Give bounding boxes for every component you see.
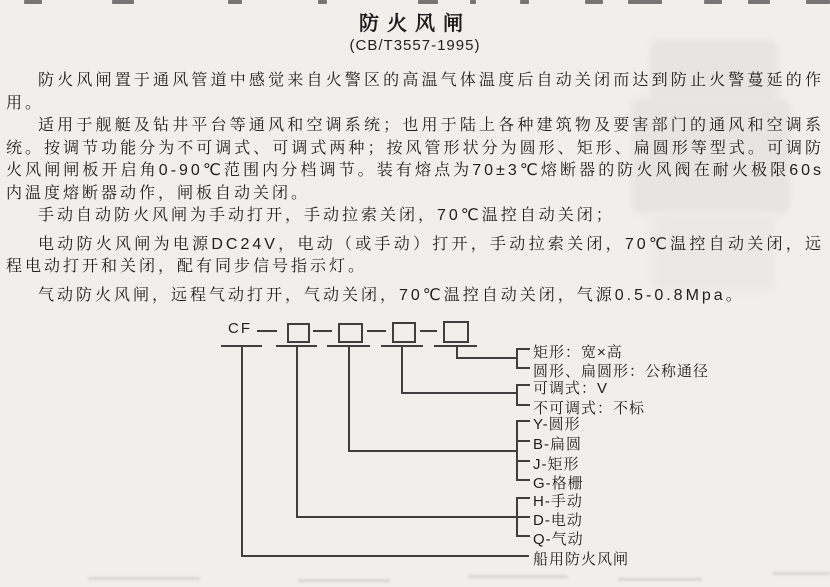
box2-drop-line — [348, 346, 350, 452]
dash-connector — [367, 330, 386, 332]
bracket-line — [516, 420, 518, 481]
diagram-label-rectangular: J-矩形 — [533, 456, 580, 473]
tick-line — [516, 404, 530, 406]
box1-join-line — [296, 516, 518, 518]
bracket-line — [516, 384, 518, 406]
tick-line — [516, 367, 530, 369]
paragraph-manual: 手动自动防火风闸为手动打开，手动拉索关闭，70℃温控自动关闭； — [38, 207, 615, 224]
tick-line — [516, 348, 530, 350]
box1-drop-line — [296, 346, 298, 518]
dash-connector — [420, 330, 437, 332]
tick-line — [516, 535, 530, 537]
box2-join-line — [348, 450, 518, 452]
diagram-label-marine-fire-damper: 船用防火风闸 — [533, 551, 630, 568]
tick-line — [516, 420, 530, 422]
diagram-label-grille: G-格栅 — [533, 475, 584, 492]
model-code-box-1 — [287, 323, 310, 343]
paragraph-electric: 电动防火风闸为电源DC24V，电动（或手动）打开，手动拉索关闭，70℃温控自动关闭，远程电动打开和关闭，配有同步信号指示灯。 — [6, 235, 824, 275]
box3-drop-line — [401, 346, 403, 394]
tick-line — [516, 384, 530, 386]
diagram-label-non-adjustable: 不可调式：不标 — [533, 400, 646, 417]
model-prefix: CF — [228, 320, 252, 337]
model-code-box-3 — [392, 322, 416, 343]
diagram-label-adjustable: 可调式：V — [533, 380, 609, 397]
diagram-label-manual: H-手动 — [533, 493, 583, 510]
dash-connector — [257, 330, 277, 332]
diagram-label-round-size: 圆形、扁圆形：公称通径 — [533, 363, 710, 380]
diagram-label-pneumatic: Q-气动 — [533, 531, 584, 548]
tick-line — [516, 497, 530, 499]
cf-join-line — [241, 555, 529, 557]
standard-number: (CB/T3557-1995) — [349, 37, 481, 54]
tick-line — [516, 460, 530, 462]
tick-line — [516, 440, 530, 442]
diagram-label-flat-oval: B-扁圆 — [533, 436, 583, 453]
paragraph-application: 适用于舰艇及钻井平台等通风和空调系统；也用于陆上各种建筑物及要害部门的通风和空调系统。按调节功能分为不可调式、可调式两种；按风管形状分为圆形、矩形、扁圆形等型式。可调防火风闸闸板开启角0-90℃范围内分档调节。装有熔点为70±3℃熔断器的防火风阀在耐火极限60s内温度熔断器动作，闸板自动关闭。 — [6, 117, 824, 202]
diagram-label-rect-size: 矩形：宽×高 — [533, 344, 623, 361]
bracket-line — [516, 348, 518, 369]
box3-join-line — [401, 392, 518, 394]
dash-connector — [313, 330, 332, 332]
paragraph-pneumatic: 气动防火风闸，远程气动打开，气动关闭，70℃温控自动关闭，气源0.5-0.8Mpa。 — [38, 286, 745, 304]
model-code-box-4 — [443, 321, 469, 343]
tick-line — [516, 516, 530, 518]
diagram-label-circular: Y-圆形 — [533, 416, 581, 433]
page-title: 防火风闸 — [359, 13, 471, 35]
diagram-label-electric: D-电动 — [533, 512, 583, 529]
tick-line — [516, 479, 530, 481]
box4-join-line — [456, 357, 518, 359]
cf-drop-line — [241, 346, 243, 557]
model-code-box-2 — [338, 323, 363, 343]
paragraph-intro: 防火风闸置于通风管道中感觉来自火警区的高温气体温度后自动关闭而达到防止火警蔓延的作用。 — [6, 72, 824, 112]
